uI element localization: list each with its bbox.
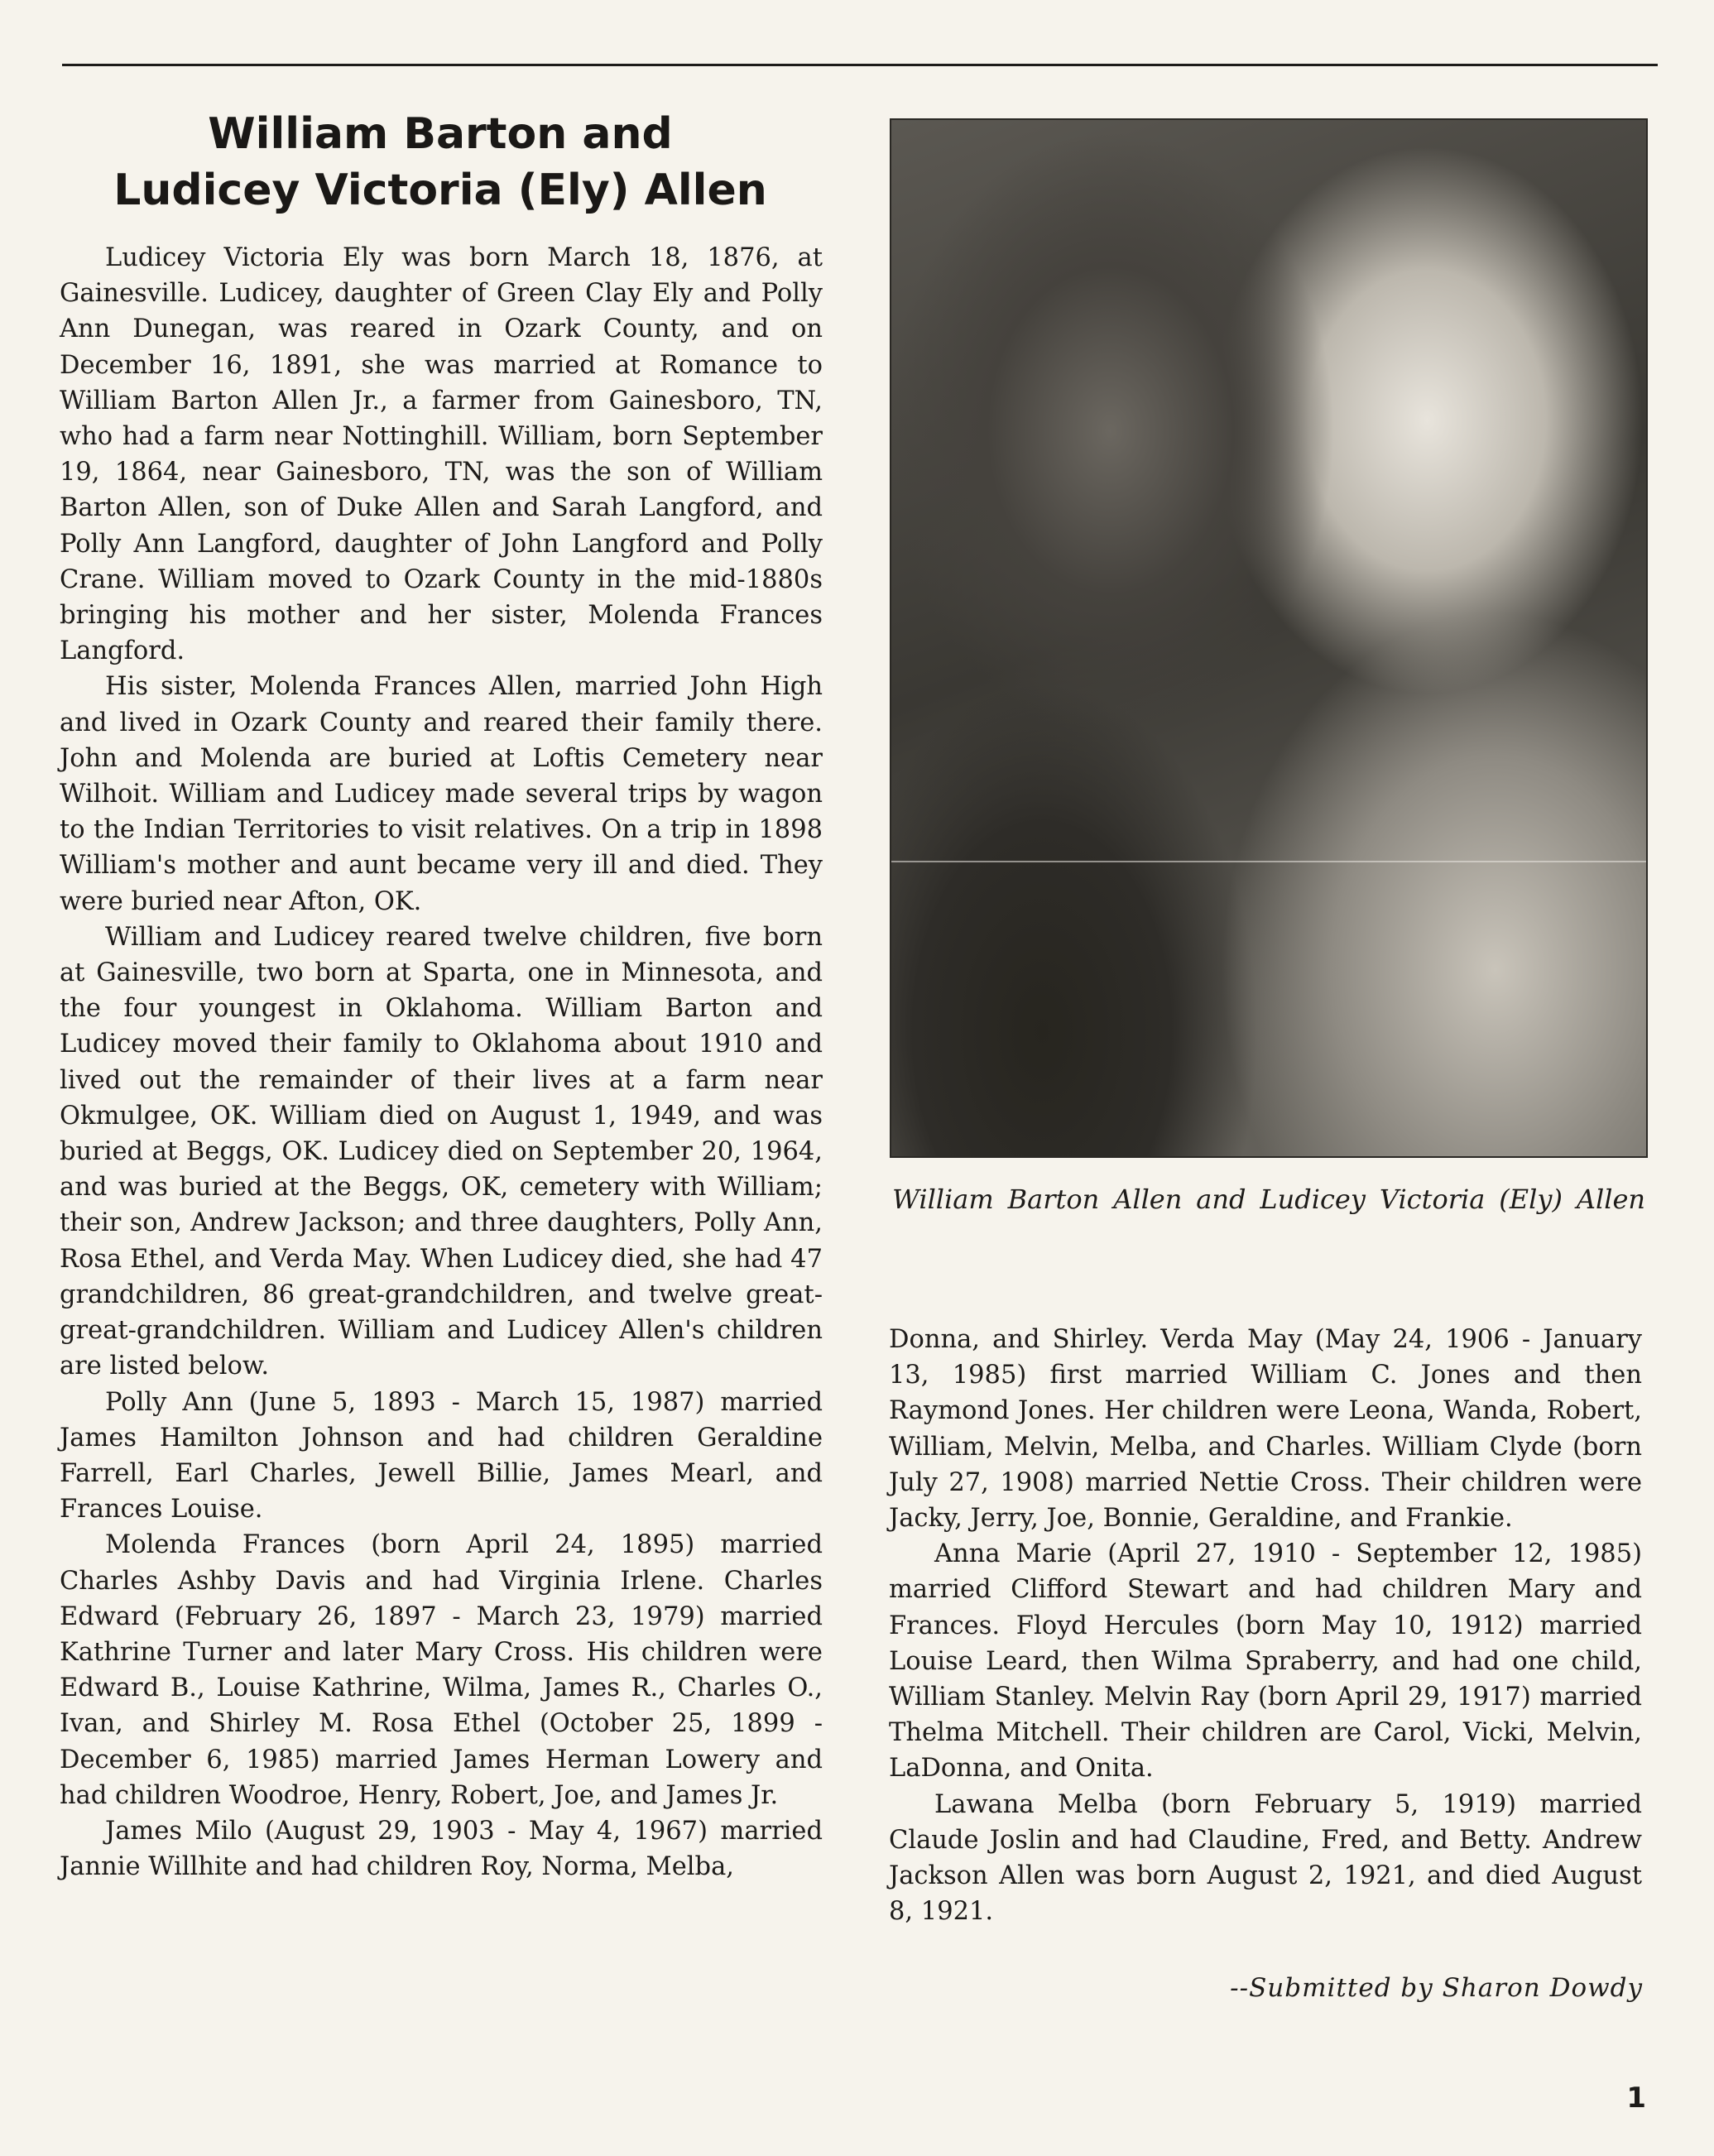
paragraph: James Milo (August 29, 1903 - May 4, 1967) married Jannie Willhite and had children Roy, Norma, Melba, <box>60 1816 823 1882</box>
right-column <box>889 1322 1642 1929</box>
portrait-photo <box>890 118 1648 1158</box>
photo-caption: William Barton Allen and Ludicey Victoria (Ely) Allen <box>892 1184 1645 1215</box>
page-number: 1 <box>1626 2082 1646 2115</box>
submitted-by: --Submitted by Sharon Dowdy <box>1230 1973 1643 2003</box>
paragraph: Donna, and Shirley. Verda May (May 24, 1906 - January 13, 1985) first married William C. Jones and then Raymond Jones. Her children were Leona, Wanda, Robert, William, Melvin, Melba, and Charles. William Clyde (born July 27, 1908) married Nettie Cross. Their children were Jacky, Jerry, Joe, Bonnie, Geraldine, and Frankie. <box>889 1325 1642 1534</box>
photo-crease <box>891 861 1646 862</box>
paragraph: Lawana Melba (born February 5, 1919) married Claude Joslin and had Claudine, Fred, and Betty. Andrew Jackson Allen was born August 2, 1921, and died August 8, 1921. <box>889 1789 1642 1927</box>
paragraph: William and Ludicey reared twelve children, five born at Gainesville, two born at Sparta, one in Minnesota, and the four youngest in Oklahoma. William Barton and Ludicey moved their family to Oklahoma about 1910 and lived out the remainder of their lives at a farm near Okmulgee, OK. William died on August 1, 1949, and was buried at Beggs, OK. Ludicey died on September 20, 1964, and was buried at the Beggs, OK, cemetery with William; their son, Andrew Jackson; and three daughters, Polly Ann, Rosa Ethel, and Verda May. When Ludicey died, she had 47 grandchildren, 86 great-grandchildren, and twelve great-great-grandchildren. William and Ludicey Allen's children are listed below. <box>60 922 823 1381</box>
paragraph: Ludicey Victoria Ely was born March 18, 1876, at Gainesville. Ludicey, daughter of Green Clay Ely and Polly Ann Dunegan, was reared in Ozark County, and on December 16, 1891, she was married at Romance to William Barton Allen Jr., a farmer from Gainesboro, TN, who had a farm near Nottinghill. William, born September 19, 1864, near Gainesboro, TN, was the son of William Barton Allen, son of Duke Allen and Sarah Langford, and Polly Ann Langford, daughter of John Langford and Polly Crane. William moved to Ozark County in the mid-1880s bringing his mother and her sister, Molenda Frances Langford. <box>60 243 823 666</box>
title-line-2: Ludicey Victoria (Ely) Allen <box>113 166 767 215</box>
paragraph: Molenda Frances (born April 24, 1895) married Charles Ashby Davis and had Virginia Irlene. Charles Edward (February 26, 1897 - March 23, 1979) married Kathrine Turner and later Mary Cross. His children were Edward B., Louise Kathrine, Wilma, James R., Charles O., Ivan, and Shirley M. Rosa Ethel (October 25, 1899 - December 6, 1985) married James Herman Lowery and had children Woodroe, Henry, Robert, Joe, and James Jr. <box>60 1530 823 1810</box>
left-column <box>60 240 823 1885</box>
paragraph: Polly Ann (June 5, 1893 - March 15, 1987) married James Hamilton Johnson and had children Geraldine Farrell, Earl Charles, Jewell Billie, James Mearl, and Frances Louise. <box>60 1387 823 1525</box>
title-line-1: William Barton and <box>208 109 673 159</box>
paragraph: His sister, Molenda Frances Allen, married John High and lived in Ozark County and reared their family there. John and Molenda are buried at Loftis Cemetery near Wilhoit. William and Ludicey made several trips by wagon to the Indian Territories to visit relatives. On a trip in 1898 William's mother and aunt became very ill and died. They were buried near Afton, OK. <box>60 672 823 916</box>
top-rule <box>62 64 1658 66</box>
paragraph: Anna Marie (April 27, 1910 - September 12, 1985) married Clifford Stewart and had children Mary and Frances. Floyd Hercules (born May 10, 1912) married Louise Leard, then Wilma Spraberry, and had one child, William Stanley. Melvin Ray (born April 29, 1917) married Thelma Mitchell. Their children are Carol, Vicki, Melvin, LaDonna, and Onita. <box>889 1539 1642 1784</box>
article-title <box>60 106 821 218</box>
